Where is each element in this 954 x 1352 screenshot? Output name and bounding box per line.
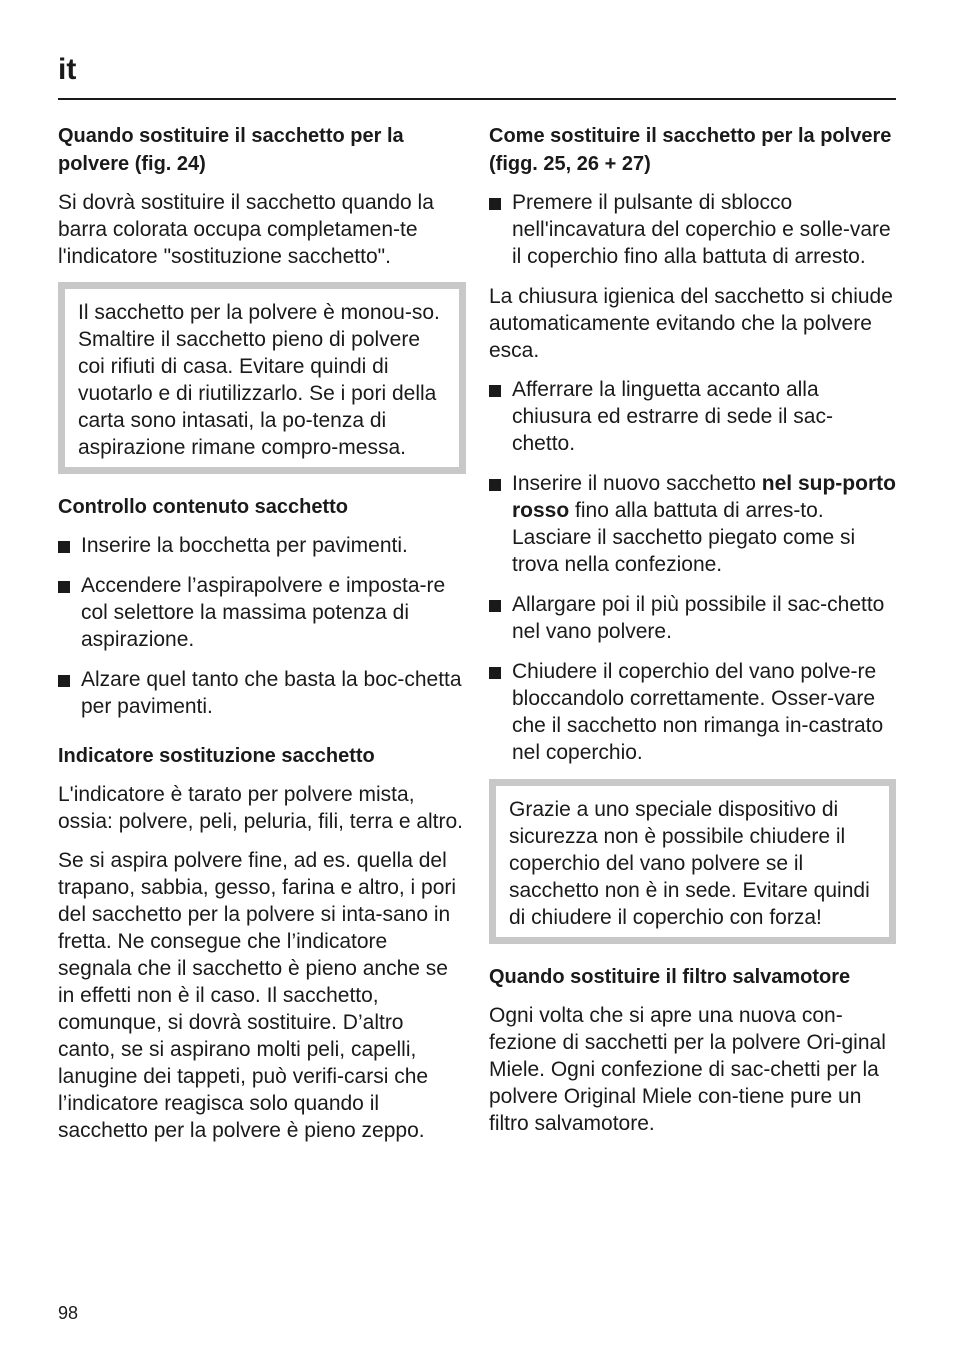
- list-item-text: [512, 472, 896, 576]
- bullet-square-icon: [58, 581, 70, 593]
- note-text: Il sacchetto per la polvere è monou-so. Smaltire il sacchetto pieno di polvere coi rifiuti di casa. Evitare quindi di vuotarlo e di riutilizzarlo. Se i pori della carta sono intasati, la po-tenza di aspirazione rimane compro-messa.: [78, 301, 440, 459]
- list-item: [58, 572, 466, 653]
- bullet-square-icon: [489, 198, 501, 210]
- bullet-square-icon: [489, 479, 501, 491]
- paragraph-bag-indicator: Si dovrà sostituire il sacchetto quando la barra colorata occupa completamen-te l'indicatore "sostituzione sacchetto".: [58, 191, 434, 268]
- language-code: it: [58, 53, 77, 86]
- note-box-safety-device: [489, 779, 896, 944]
- replace-steps-list-1: [489, 189, 896, 270]
- section-heading-when-replace-bag: Quando sostituire il sacchetto per la polvere (fig. 24): [58, 125, 404, 175]
- list-item-text: Inserire la bocchetta per pavimenti.: [81, 534, 408, 557]
- list-item-text: Premere il pulsante di sblocco nell'incavatura del coperchio e solle-vare il coperchio fino alla battuta di arresto.: [512, 191, 891, 268]
- bullet-square-icon: [489, 600, 501, 612]
- section-heading-check-bag: Controllo contenuto sacchetto: [58, 496, 348, 518]
- list-item: [489, 658, 896, 766]
- paragraph-indicator-mixed: L'indicatore è tarato per polvere mista, ossia: polvere, peli, peluria, fili, terra e altro.: [58, 783, 464, 833]
- bullet-square-icon: [489, 385, 501, 397]
- bullet-square-icon: [489, 667, 501, 679]
- section-heading-how-replace-bag: Come sostituire il sacchetto per la polvere (figg. 25, 26 + 27): [489, 125, 892, 175]
- list-item-text-bold: nel sup-porto rosso: [512, 472, 896, 522]
- paragraph-hygienic-closure: La chiusura igienica del sacchetto si chiude automaticamente evitando che la polvere esca.: [489, 285, 893, 362]
- list-item: [489, 189, 896, 270]
- bullet-square-icon: [58, 675, 70, 687]
- list-item-text-start: Inserire il nuovo sacchetto: [512, 472, 762, 495]
- replace-steps-list-2: [489, 376, 896, 766]
- page-number: 98: [58, 1303, 79, 1323]
- right-column: [489, 122, 896, 1149]
- list-item-text: Afferrare la linguetta accanto alla chiusura ed estrarre di sede il sac-chetto.: [512, 378, 833, 455]
- bullet-square-icon: [58, 541, 70, 553]
- header-rule: [58, 98, 896, 100]
- list-item: [58, 666, 466, 720]
- list-item-text: Alzare quel tanto che basta la boc-chetta per pavimenti.: [81, 668, 462, 718]
- list-item: [489, 470, 896, 578]
- list-item: [489, 376, 896, 457]
- paragraph-fine-dust: Se si aspira polvere fine, ad es. quella del trapano, sabbia, gesso, farina e altro, i pori del sacchetto per la polvere si inta-sano in fretta. Ne consegue che l’indicatore segnala che il sacchetto è pieno anche se in effetti non è il caso. Il sacchetto, comunque, si dovrà sostituire. D’altro canto, se si aspirano molti peli, capelli, lanugine dei tappeti, può verifi-carsi che l’indicatore reagisca solo quando il sacchetto per la polvere è pieno zeppo.: [58, 849, 457, 1142]
- paragraph-motor-filter: Ogni volta che si apre una nuova con-fezione di sacchetti per la polvere Ori-ginal Miele. Ogni confezione di sac-chetti per la polvere Original Miele con-tiene pure un filtro salvamotore.: [489, 1004, 886, 1135]
- left-column: [58, 122, 466, 1156]
- section-heading-indicator: Indicatore sostituzione sacchetto: [58, 745, 375, 767]
- list-item: [489, 591, 896, 645]
- list-item-text: Chiudere il coperchio del vano polve-re bloccandolo correttamente. Osser-vare che il sacchetto non rimanga in-castrato nel coperchio.: [512, 660, 884, 764]
- note-box-disposable-bag: [58, 282, 466, 474]
- section-heading-motor-filter: Quando sostituire il filtro salvamotore: [489, 966, 851, 988]
- check-steps-list: [58, 532, 466, 720]
- list-item-text: Accendere l’aspirapolvere e imposta-re col selettore la massima potenza di aspirazione.: [81, 574, 446, 651]
- list-item-text: Allargare poi il più possibile il sac-chetto nel vano polvere.: [512, 593, 885, 643]
- note-text: Grazie a uno speciale dispositivo di sicurezza non è possibile chiudere il coperchio del vano polvere se il sacchetto non è in sede. Evitare quindi di chiudere il coperchio con forza!: [509, 798, 870, 929]
- list-item: [58, 532, 466, 559]
- list-item-text-end: fino alla battuta di arres-to. Lasciare il sacchetto piegato come si trova nella confezione.: [512, 499, 856, 576]
